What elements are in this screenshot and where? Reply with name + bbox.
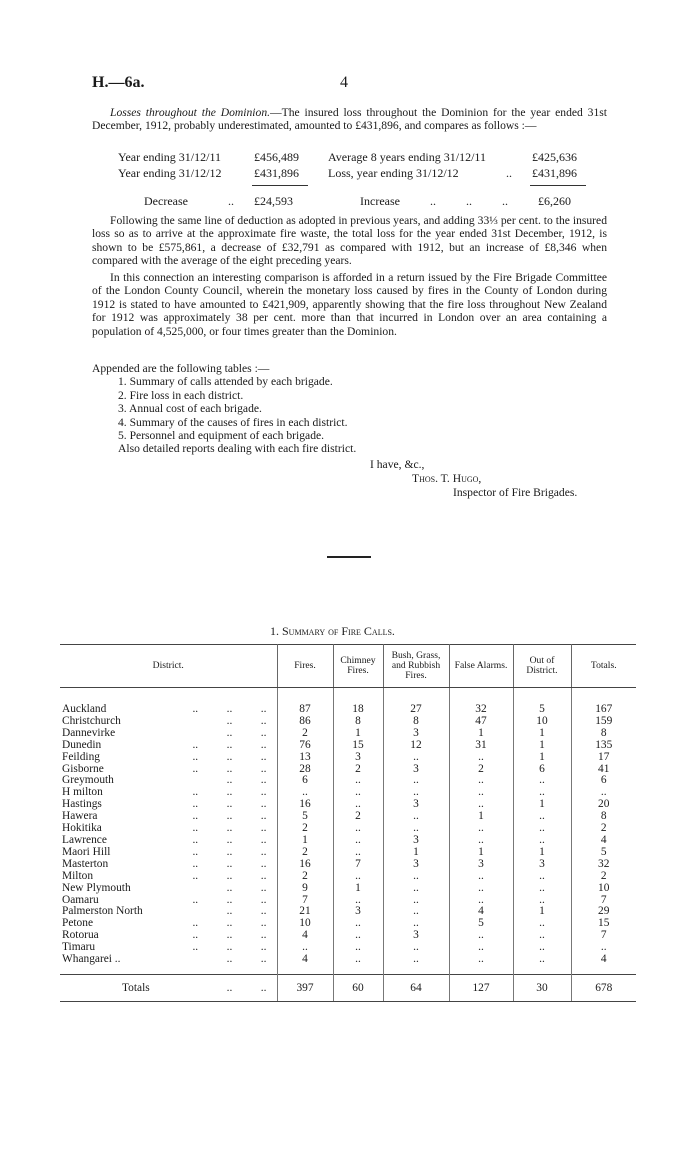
fires-cell: 7 xyxy=(277,895,333,907)
out-of-district-cell: .. xyxy=(513,775,571,787)
total-cell: 159 xyxy=(595,714,613,727)
out-of-district-cell: 10 xyxy=(513,716,571,728)
header-totals: Totals. xyxy=(571,645,636,688)
appended-item: 3. Annual cost of each brigade. xyxy=(118,402,262,416)
leader-dots: .. .. .. xyxy=(192,929,267,942)
leader-dots: .. .. .. xyxy=(192,845,267,858)
false-alarms-cell: .. xyxy=(449,799,513,811)
out-of-district-cell: .. xyxy=(513,835,571,847)
fires-cell: 76 xyxy=(277,740,333,752)
page-reference: H.—6a. xyxy=(92,74,145,91)
table-header-row xyxy=(60,645,636,688)
signature-greeting: I have, &c., xyxy=(370,458,425,471)
district-name: Auckland xyxy=(62,703,107,715)
table-row xyxy=(60,942,636,954)
leader-dots: .. .. xyxy=(226,905,267,918)
page-number: 4 xyxy=(340,74,348,91)
appended-item: 4. Summary of the causes of fires in each district. xyxy=(118,415,348,429)
section-divider xyxy=(327,556,371,558)
bush-fires-cell: 8 xyxy=(383,716,449,728)
header-chimney-fires: Chimney Fires. xyxy=(333,645,383,688)
header-bush-fires: Bush, Grass, and Rubbish Fires. xyxy=(383,645,449,688)
district-name: Petone xyxy=(62,917,94,930)
chimney-fires-cell: 3 xyxy=(333,752,383,764)
bush-fires-cell: .. xyxy=(383,871,449,883)
bush-fires-cell: .. xyxy=(383,918,449,930)
table-row xyxy=(60,764,636,776)
comparison-right-label: Loss, year ending 31/12/12 xyxy=(328,166,459,180)
district-name: Lawrence xyxy=(62,833,107,846)
fires-cell: 4 xyxy=(277,954,333,966)
total-cell: 2 xyxy=(600,869,607,882)
district-name: Feilding xyxy=(62,750,100,763)
district-name: Hastings xyxy=(62,798,102,811)
losses-intro: —The insured loss throughout the Dominion for the year ended 31st December, 1912, probably underestimated, amounted to £431,896, and compares as follows :— xyxy=(92,106,607,133)
bush-fires-cell: 3 xyxy=(383,799,449,811)
bush-fires-cell: .. xyxy=(383,954,449,966)
total-cell: 29 xyxy=(598,905,610,918)
leader-dots: .. .. .. xyxy=(192,941,267,954)
leader-dots: .. .. xyxy=(226,726,267,739)
out-of-district-cell: .. xyxy=(513,930,571,942)
bush-fires-cell: 12 xyxy=(383,740,449,752)
fires-cell: 10 xyxy=(277,918,333,930)
fires-cell: 16 xyxy=(277,859,333,871)
table-row xyxy=(60,775,636,787)
fires-cell: 4 xyxy=(277,930,333,942)
total-cell: 7 xyxy=(600,893,607,906)
total-cell: 8 xyxy=(600,810,607,823)
fires-cell: 6 xyxy=(277,775,333,787)
header-false-alarms: False Alarms. xyxy=(449,645,513,688)
bush-fires-cell: .. xyxy=(383,811,449,823)
district-name: Oamaru xyxy=(62,893,99,906)
out-of-district-cell: 1 xyxy=(513,740,571,752)
chimney-fires-cell: 2 xyxy=(333,811,383,823)
bush-fires-cell: 3 xyxy=(383,764,449,776)
table-row xyxy=(60,954,636,966)
district-name: Dannevirke xyxy=(62,726,116,739)
fires-cell: 397 xyxy=(277,974,333,1001)
table-row xyxy=(60,871,636,883)
appended-item: 1. Summary of calls attended by each brigade. xyxy=(118,375,333,389)
leader-dots: .. .. xyxy=(226,881,267,894)
total-cell: 2 xyxy=(600,822,607,835)
chimney-fires-cell: 8 xyxy=(333,716,383,728)
false-alarms-cell: 47 xyxy=(449,716,513,728)
signature-name: Thos. T. Hugo, xyxy=(412,472,482,485)
total-cell: 17 xyxy=(598,750,610,763)
chimney-fires-cell: .. xyxy=(333,954,383,966)
total-cell: 10 xyxy=(598,881,610,894)
bush-fires-cell: 1 xyxy=(383,847,449,859)
table-row xyxy=(60,883,636,895)
total-cell: 678 xyxy=(571,974,636,1001)
district-name: Dunedin xyxy=(62,738,102,751)
fires-cell: .. xyxy=(277,787,333,799)
leader-dots: .. .. .. xyxy=(192,798,267,811)
table-row xyxy=(60,930,636,942)
table-row xyxy=(60,716,636,728)
fires-cell: 2 xyxy=(277,847,333,859)
bush-fires-cell: 3 xyxy=(383,859,449,871)
chimney-fires-cell: .. xyxy=(333,918,383,930)
bush-fires-cell: 3 xyxy=(383,728,449,740)
leader-dots: .. .. .. xyxy=(192,822,267,835)
false-alarms-cell: .. xyxy=(449,775,513,787)
district-name: Hawera xyxy=(62,810,98,823)
false-alarms-cell: 4 xyxy=(449,906,513,918)
appended-intro: Appended are the following tables :— xyxy=(92,362,270,375)
table-row xyxy=(60,704,636,716)
header-fires: Fires. xyxy=(277,645,333,688)
appended-also: Also detailed reports dealing with each fire district. xyxy=(118,442,357,456)
header-out-of-district: Out of District. xyxy=(513,645,571,688)
fire-calls-table xyxy=(60,644,636,1002)
false-alarms-cell: .. xyxy=(449,787,513,799)
district-name: Masterton xyxy=(62,857,109,870)
signature-title: Inspector of Fire Brigades. xyxy=(453,486,578,499)
out-of-district-cell: 1 xyxy=(513,752,571,764)
chimney-fires-cell: 7 xyxy=(333,859,383,871)
total-cell: .. xyxy=(600,786,607,799)
total-cell: 5 xyxy=(600,845,607,858)
out-of-district-cell: .. xyxy=(513,871,571,883)
fires-cell: 5 xyxy=(277,811,333,823)
chimney-fires-cell: .. xyxy=(333,775,383,787)
district-name: Milton xyxy=(62,869,94,882)
district-name: Christchurch xyxy=(62,714,121,727)
false-alarms-cell: 127 xyxy=(449,974,513,1001)
leader-dots: .. .. .. xyxy=(192,738,267,751)
false-alarms-cell: .. xyxy=(449,930,513,942)
fires-cell: 2 xyxy=(277,871,333,883)
district-name: Maori Hill xyxy=(62,845,111,858)
total-cell: 4 xyxy=(600,953,607,966)
district-name: Gisborne xyxy=(62,762,104,775)
comparison-left-value: £456,489 xyxy=(254,150,299,164)
chimney-fires-cell: 2 xyxy=(333,764,383,776)
chimney-fires-cell: 18 xyxy=(333,704,383,716)
increase-label: Increase xyxy=(360,194,400,208)
leader-dots: .. .. xyxy=(226,953,267,966)
false-alarms-cell: 5 xyxy=(449,918,513,930)
table-row xyxy=(60,799,636,811)
london-comparison-paragraph: In this connection an interesting comparison is afforded in a return issued by the Fire Brigade Committee of the London County Council, wherein the monetary loss caused by fires in the County of London during 1912 is stated to have amounted to £421,909, apparently showing that the fire loss throughout New Zealand for 1912 was approximately 38 per cent. more than that incurred in London over an area containing a population of 4,525,000, or four times greater than the Dominion. xyxy=(92,271,607,338)
chimney-fires-cell: 1 xyxy=(333,728,383,740)
total-cell: .. xyxy=(600,941,607,954)
fires-cell: 2 xyxy=(277,728,333,740)
out-of-district-cell: .. xyxy=(513,883,571,895)
fires-cell: 1 xyxy=(277,835,333,847)
total-cell: 32 xyxy=(598,857,610,870)
chimney-fires-cell: .. xyxy=(333,930,383,942)
bush-fires-cell: .. xyxy=(383,752,449,764)
chimney-fires-cell: .. xyxy=(333,942,383,954)
false-alarms-cell: .. xyxy=(449,954,513,966)
out-of-district-cell: 1 xyxy=(513,847,571,859)
table-row xyxy=(60,906,636,918)
leader-dots: .. .. .. xyxy=(192,703,267,715)
bush-fires-cell: .. xyxy=(383,775,449,787)
decrease-rule xyxy=(252,185,308,186)
losses-paragraph xyxy=(92,106,607,133)
out-of-district-cell: .. xyxy=(513,918,571,930)
bush-fires-cell: .. xyxy=(383,823,449,835)
header-district: District. xyxy=(60,645,277,688)
appended-item: 5. Personnel and equipment of each brigade. xyxy=(118,429,325,443)
fires-cell: 9 xyxy=(277,883,333,895)
fires-cell: 13 xyxy=(277,752,333,764)
total-cell: 20 xyxy=(598,798,610,811)
fires-cell: .. xyxy=(277,942,333,954)
chimney-fires-cell: 15 xyxy=(333,740,383,752)
bush-fires-cell: 3 xyxy=(383,930,449,942)
chimney-fires-cell: .. xyxy=(333,871,383,883)
bush-fires-cell: .. xyxy=(383,895,449,907)
out-of-district-cell: .. xyxy=(513,787,571,799)
table-title: 1. Summary of Fire Calls. xyxy=(270,624,395,638)
out-of-district-cell: 3 xyxy=(513,859,571,871)
district-name: Greymouth xyxy=(62,774,114,787)
increase-rule xyxy=(530,185,586,186)
table-spacer-row xyxy=(60,688,636,705)
chimney-fires-cell: 1 xyxy=(333,883,383,895)
leader-dots: .. .. .. xyxy=(192,893,267,906)
total-cell: 167 xyxy=(595,703,613,715)
false-alarms-cell: 2 xyxy=(449,764,513,776)
false-alarms-cell: 3 xyxy=(449,859,513,871)
out-of-district-cell: .. xyxy=(513,811,571,823)
appended-item: 2. Fire loss in each district. xyxy=(118,388,244,402)
chimney-fires-cell: .. xyxy=(333,799,383,811)
comparison-left-label: Year ending 31/12/11 xyxy=(118,150,221,164)
district-name: Palmerston North xyxy=(62,905,143,918)
chimney-fires-cell: .. xyxy=(333,847,383,859)
decrease-dots: .. xyxy=(228,194,234,208)
total-cell: 41 xyxy=(598,762,610,775)
increase-value: £6,260 xyxy=(538,194,571,208)
chimney-fires-cell: 3 xyxy=(333,906,383,918)
out-of-district-cell: .. xyxy=(513,823,571,835)
comparison-row-1 xyxy=(118,150,221,165)
comparison-right-label: Average 8 years ending 31/12/11 xyxy=(328,150,486,164)
total-cell: 135 xyxy=(595,738,613,751)
leader-dots: .. .. .. xyxy=(192,869,267,882)
false-alarms-cell: 31 xyxy=(449,740,513,752)
false-alarms-cell: .. xyxy=(449,883,513,895)
fires-cell: 16 xyxy=(277,799,333,811)
district-cell xyxy=(60,954,277,966)
out-of-district-cell: 1 xyxy=(513,728,571,740)
table-row xyxy=(60,847,636,859)
table-row xyxy=(60,811,636,823)
total-cell: 7 xyxy=(600,929,607,942)
leader-dots: .. .. .. xyxy=(192,857,267,870)
leader-dots: .. .. .. xyxy=(192,833,267,846)
bush-fires-cell: .. xyxy=(383,883,449,895)
false-alarms-cell: 1 xyxy=(449,728,513,740)
fires-cell: 28 xyxy=(277,764,333,776)
bush-fires-cell: 64 xyxy=(383,974,449,1001)
chimney-fires-cell: 60 xyxy=(333,974,383,1001)
out-of-district-cell: .. xyxy=(513,954,571,966)
leader-dots: .. .. .. xyxy=(192,762,267,775)
table-row xyxy=(60,895,636,907)
bush-fires-cell: .. xyxy=(383,942,449,954)
district-name: H milton xyxy=(62,786,103,799)
false-alarms-cell: .. xyxy=(449,895,513,907)
false-alarms-cell: 1 xyxy=(449,847,513,859)
false-alarms-cell: 32 xyxy=(449,704,513,716)
table-row xyxy=(60,728,636,740)
out-of-district-cell: .. xyxy=(513,895,571,907)
false-alarms-cell: .. xyxy=(449,823,513,835)
bush-fires-cell: .. xyxy=(383,906,449,918)
comparison-left-value: £431,896 xyxy=(254,166,299,180)
table-row xyxy=(60,752,636,764)
out-of-district-cell: 1 xyxy=(513,906,571,918)
out-of-district-cell: 30 xyxy=(513,974,571,1001)
leader-dots: .. .. .. xyxy=(192,810,267,823)
false-alarms-cell: .. xyxy=(449,942,513,954)
chimney-fires-cell: .. xyxy=(333,895,383,907)
district-name: Rotorua xyxy=(62,929,99,942)
false-alarms-cell: .. xyxy=(449,752,513,764)
fires-cell: 21 xyxy=(277,906,333,918)
out-of-district-cell: 5 xyxy=(513,704,571,716)
district-name: Whangarei .. xyxy=(62,953,121,966)
table-row xyxy=(60,918,636,930)
table-spacer-row xyxy=(60,966,636,975)
false-alarms-cell: 1 xyxy=(449,811,513,823)
district-name: Totals xyxy=(122,981,150,994)
out-of-district-cell: 1 xyxy=(513,799,571,811)
comparison-right-value: £431,896 xyxy=(532,166,577,180)
district-name: Timaru xyxy=(62,941,96,954)
leader-dots: .. .. .. xyxy=(192,750,267,763)
table-row xyxy=(60,835,636,847)
comparison-right-dots: .. xyxy=(506,166,512,180)
leader-dots: .. .. .. xyxy=(192,917,267,930)
table-row xyxy=(60,823,636,835)
leader-dots: .. .. xyxy=(226,981,267,994)
table-row xyxy=(60,859,636,871)
district-name: Hokitika xyxy=(62,822,102,835)
bush-fires-cell: .. xyxy=(383,787,449,799)
chimney-fires-cell: .. xyxy=(333,835,383,847)
bush-fires-cell: 27 xyxy=(383,704,449,716)
increase-dots: .. .. .. xyxy=(430,194,508,208)
comparison-right-value: £425,636 xyxy=(532,150,577,164)
table-row xyxy=(60,740,636,752)
table-row xyxy=(60,787,636,799)
appended-tables-list xyxy=(92,362,356,456)
total-cell: 6 xyxy=(600,774,607,787)
decrease-label: Decrease xyxy=(144,194,188,208)
total-cell: 4 xyxy=(600,833,607,846)
deduction-paragraph: Following the same line of deduction as adopted in previous years, and adding 33⅓ per cent. to the insured loss so as to arrive at the approximate fire waste, the total loss for the year ended 31st December, 1912, is shown to be £575,861, a decrease of £32,791 as compared with 1912, but an increase of £8,346 when compared with the average of the eight preceding years. xyxy=(92,214,607,268)
comparison-left-label: Year ending 31/12/12 xyxy=(118,166,222,180)
chimney-fires-cell: .. xyxy=(333,823,383,835)
out-of-district-cell: 6 xyxy=(513,764,571,776)
decrease-value: £24,593 xyxy=(254,194,293,208)
total-cell: 15 xyxy=(598,917,610,930)
district-cell xyxy=(60,974,277,1001)
bush-fires-cell: 3 xyxy=(383,835,449,847)
table-totals-row xyxy=(60,974,636,1001)
chimney-fires-cell: .. xyxy=(333,787,383,799)
leader-dots: .. .. .. xyxy=(192,786,267,799)
total-cell: 8 xyxy=(600,726,607,739)
false-alarms-cell: .. xyxy=(449,835,513,847)
losses-heading: Losses throughout the Dominion. xyxy=(110,106,271,119)
out-of-district-cell: .. xyxy=(513,942,571,954)
false-alarms-cell: .. xyxy=(449,871,513,883)
leader-dots: .. .. xyxy=(226,774,267,787)
fires-cell: 87 xyxy=(277,704,333,716)
fires-cell: 2 xyxy=(277,823,333,835)
fires-cell: 86 xyxy=(277,716,333,728)
leader-dots: .. .. xyxy=(226,714,267,727)
district-name: New Plymouth xyxy=(62,881,131,894)
